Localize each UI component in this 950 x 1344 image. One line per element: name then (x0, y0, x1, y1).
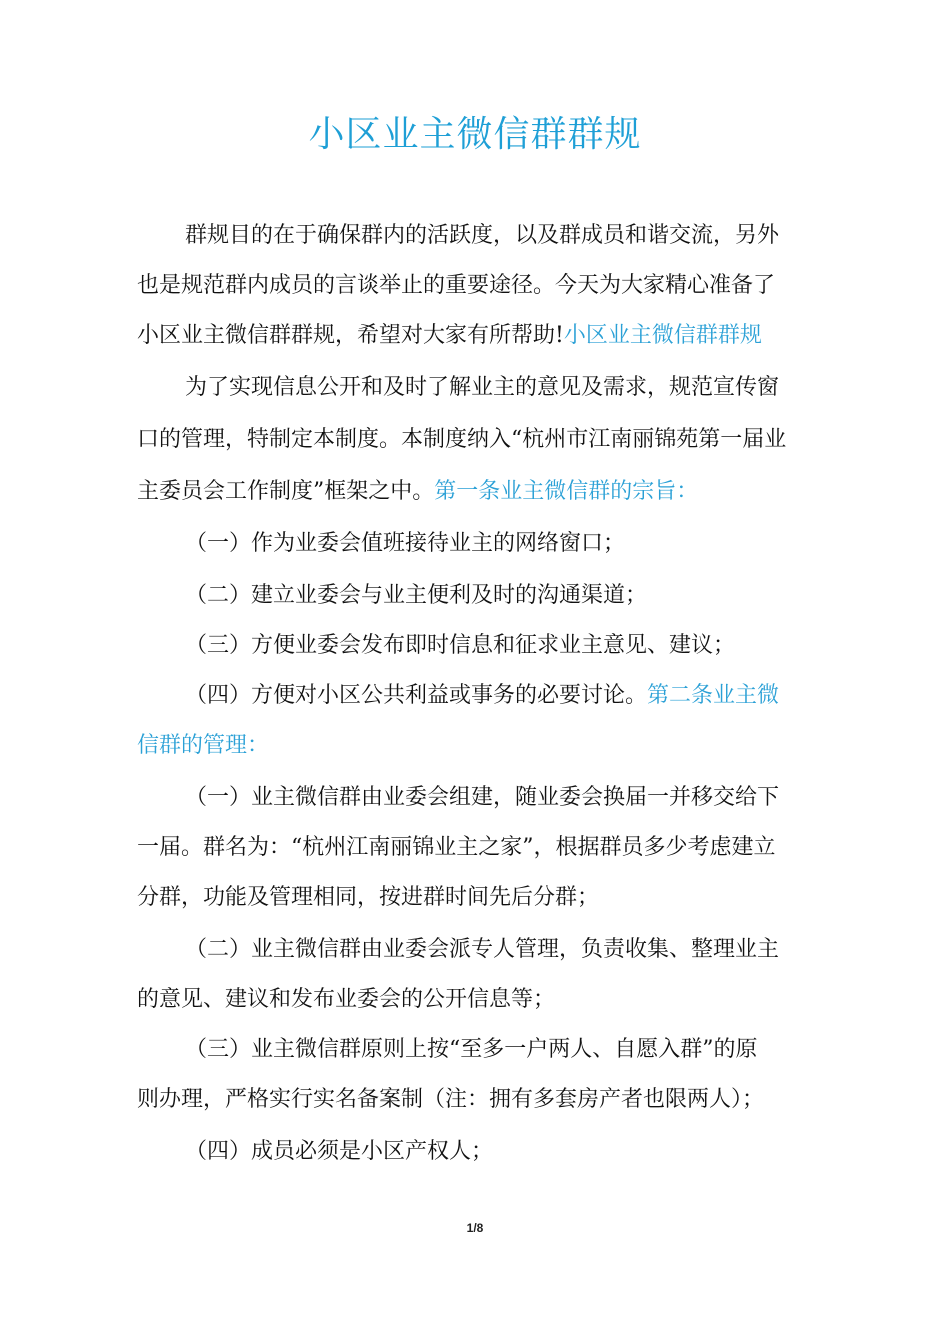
text-segment: （三）业主微信群原则上按“至多一户两人、自愿入群”的原 (185, 1037, 758, 1062)
text-segment: （二）建立业委会与业主便利及时的沟通渠道； (185, 583, 648, 608)
list-item (185, 578, 647, 609)
page-number: 1/8 (466, 1221, 484, 1235)
text-segment: 分群，功能及管理相同，按进群时间先后分群； (137, 885, 600, 910)
text-segment: 小区业主微信群群规，希望对大家有所帮助! (137, 323, 564, 348)
paragraph-line (137, 422, 786, 453)
paragraph-line (185, 218, 779, 249)
section-heading-link[interactable]: 第一条业主微信群的宗旨： (434, 479, 699, 504)
document-title: 小区业主微信群群规 (308, 114, 642, 155)
list-item (185, 678, 779, 709)
paragraph-line (137, 728, 269, 759)
text-segment: （四）方便对小区公共利益或事务的必要讨论。 (185, 683, 648, 708)
list-item (185, 1134, 493, 1165)
text-segment: 主委员会工作制度”框架之中。 (137, 479, 435, 504)
paragraph-line (137, 1082, 764, 1113)
text-segment: （一）作为业委会值班接待业主的网络窗口； (185, 531, 626, 556)
paragraph-line (137, 268, 775, 299)
text-segment: 为了实现信息公开和及时了解业主的意见及需求，规范宣传窗 (185, 375, 780, 400)
paragraph-line (185, 370, 779, 401)
section-heading-link[interactable]: 第二条业主微 (647, 683, 780, 708)
list-item (185, 628, 735, 659)
section-heading-link[interactable]: 信群的管理： (137, 733, 270, 758)
text-segment: （二）业主微信群由业委会派专人管理，负责收集、整理业主 (185, 937, 780, 962)
paragraph-line (137, 474, 698, 505)
text-segment: 则办理，严格实行实名备案制（注：拥有多套房产者也限两人）； (137, 1087, 765, 1112)
text-segment: （一）业主微信群由业委会组建，随业委会换届一并移交给下 (185, 785, 780, 810)
list-item (185, 780, 779, 811)
highlighted-link-text[interactable]: 小区业主微信群群规 (563, 323, 762, 348)
paragraph-line (137, 318, 762, 349)
text-segment: 一届。群名为：“杭州江南丽锦业主之家”，根据群员多少考虑建立 (137, 835, 776, 860)
text-segment: （四）成员必须是小区产权人； (185, 1139, 494, 1164)
text-segment: 群规目的在于确保群内的活跃度，以及群成员和谐交流，另外 (185, 223, 780, 248)
text-segment: 口的管理，特制定本制度。本制度纳入“杭州市江南丽锦苑第一届业 (137, 427, 787, 452)
list-item (185, 526, 625, 557)
paragraph-line (137, 982, 555, 1013)
paragraph-line (137, 830, 776, 861)
text-segment: （三）方便业委会发布即时信息和征求业主意见、建议； (185, 633, 736, 658)
text-segment: 也是规范群内成员的言谈举止的重要途径。今天为大家精心准备了 (137, 273, 776, 298)
list-item (185, 932, 779, 963)
text-segment: 的意见、建议和发布业委会的公开信息等； (137, 987, 556, 1012)
list-item (185, 1032, 758, 1063)
paragraph-line (137, 880, 599, 911)
